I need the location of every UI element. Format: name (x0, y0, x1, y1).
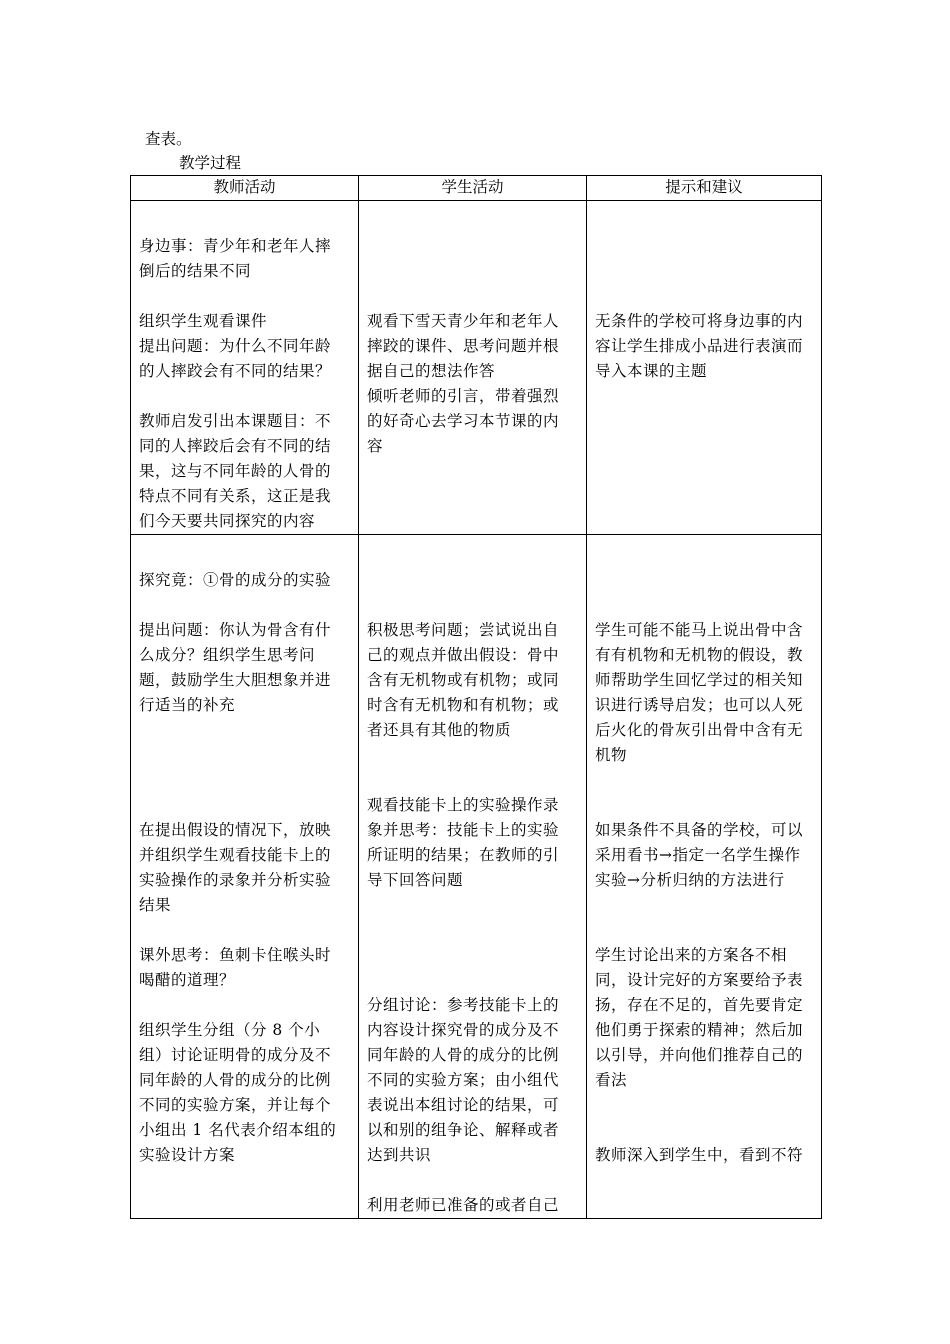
suggestion-r2-b4: 教师深入到学生中，看到不符 (595, 1146, 804, 1164)
cell-student-row2 (359, 535, 587, 1219)
teacher-r2-b2: 提出问题：你认为骨含有什 么成分？组织学生思考问 题，鼓励学生大胆想象并进 行适当的补充 (139, 621, 332, 714)
section-title: 教学过程 (179, 154, 242, 172)
teacher-r1-b3: 教师启发引出本课题目：不 同的人摔跤后会有不同的结 果，这与不同年龄的人骨的 特点不同有关系，这正是我 们今天要共同探究的内容 (139, 412, 332, 530)
header-student-activity: 学生活动 (359, 176, 587, 201)
suggestion-r2-b3: 学生讨论出来的方案各不相 同，设计完好的方案要给予表 扬，存在不足的，首先要肯定 他们勇于探索的精神；然后加 以引导，并向他们推荐自己的 看法 (595, 946, 804, 1089)
table-header-row (131, 176, 822, 201)
suggestion-r1-b1: 无条件的学校可将身边事的内 容让学生排成小品进行表演而 导入本课的主题 (595, 312, 804, 380)
teacher-r2-b3: 在提出假设的情况下，放映 并组织学生观看技能卡上的 实验操作的录象并分析实验 结果 (139, 821, 332, 914)
suggestion-r2-b1: 学生可能不能马上说出骨中含 有有机物和无机物的假设，教 师帮助学生回忆学过的相关知 识进行诱导启发；也可以人死 后火化的骨灰引出骨中含有无 机物 (595, 621, 804, 764)
teacher-r1-b2: 组织学生观看课件 提出问题：为什么不同年龄 的人摔跤会有不同的结果？ (139, 312, 332, 380)
student-r1-b1: 观看下雪天青少年和老年人 摔跤的课件、思考问题并根 据自己的想法作答 倾听老师的引言，带着强烈 的好奇心去学习本节课的内 容 (367, 312, 560, 455)
cell-suggestion-row2 (587, 535, 822, 1219)
student-r2-b3: 分组讨论：参考技能卡上的 内容设计探究骨的成分及不 同年龄的人骨的成分的比例 不同的实验方案；由小组代 表说出本组讨论的结果，可 以和别的组争论、解释或者 达到共识 (367, 996, 560, 1164)
teacher-r2-b1: 探究竟：①骨的成分的实验 (139, 571, 332, 589)
teacher-r2-b4: 课外思考：鱼刺卡住喉头时 喝醋的道理？ (139, 946, 332, 989)
student-r2-b2: 观看技能卡上的实验操作录 象并思考：技能卡上的实验 所证明的结果；在教师的引 导下回答问题 (367, 796, 560, 889)
cell-teacher-row1 (131, 201, 359, 535)
cell-teacher-row2 (131, 535, 359, 1219)
table-row (131, 201, 822, 535)
lead-text: 查表。 (145, 130, 192, 148)
teacher-r2-b5: 组织学生分组（分 8 个小 组）讨论证明骨的成分及不 同年龄的人骨的成分的比例 不同的实验方案，并让每个 小组出 1 名代表介绍本组的 实验设计方案 (139, 1021, 337, 1164)
student-r2-b1: 积极思考问题；尝试说出自 己的观点并做出假设：骨中 含有无机物或有机物；或同 时含有无机物和有机物；或 者还具有其他的物质 (367, 621, 560, 739)
cell-suggestion-row1 (587, 201, 822, 535)
teaching-process-table (130, 175, 822, 1219)
header-teacher-activity: 教师活动 (131, 176, 359, 201)
header-suggestions: 提示和建议 (587, 176, 822, 201)
teacher-r1-b1: 身边事：青少年和老年人摔 倒后的结果不同 (139, 237, 332, 280)
suggestion-r2-b2: 如果条件不具备的学校，可以 采用看书→指定一名学生操作 实验→分析归纳的方法进行 (595, 821, 804, 889)
table-row (131, 535, 822, 1219)
student-r2-b4: 利用老师已准备的或者自己 (367, 1196, 560, 1214)
cell-student-row1 (359, 201, 587, 535)
